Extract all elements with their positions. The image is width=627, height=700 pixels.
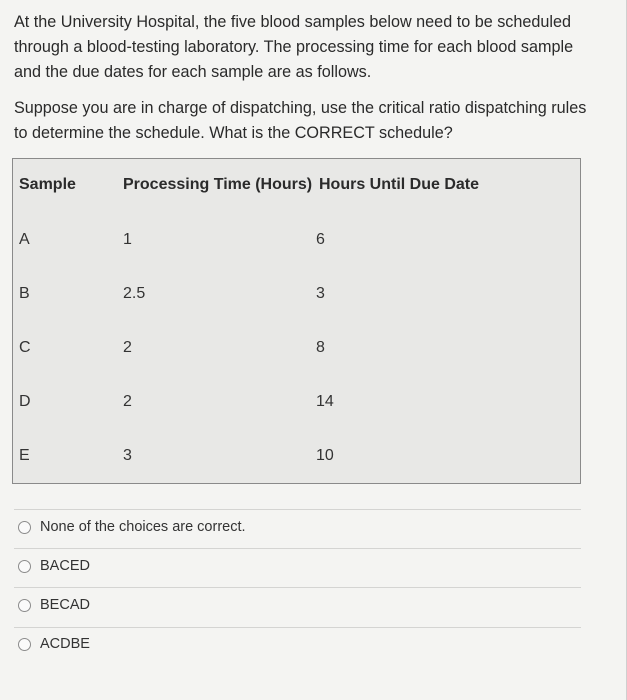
- row-a-sample: A: [19, 231, 30, 248]
- header-sample: Sample: [19, 176, 76, 193]
- choice-label: ACDBE: [40, 636, 90, 652]
- radio-button-icon[interactable]: [18, 599, 31, 612]
- divider: [14, 548, 581, 549]
- header-processing-time: Processing Time (Hours): [123, 176, 313, 193]
- row-b-processing: 2.5: [123, 285, 146, 302]
- header-due-date: Hours Until Due Date: [319, 176, 480, 193]
- question-intro: At the University Hospital, the five blood samples below need to be scheduled through a blood-testing laboratory. The processing time for each blood sample and the due dates for each sample are as follows.: [14, 13, 574, 81]
- divider: [14, 587, 581, 588]
- row-e-due: 10: [316, 447, 334, 464]
- row-e-processing: 3: [123, 447, 132, 464]
- row-c-due: 8: [316, 339, 325, 356]
- row-a-due: 6: [316, 231, 325, 248]
- question-prompt: Suppose you are in charge of dispatching, use the critical ratio dispatching rules to determine the schedule. What is the CORRECT schedule?: [14, 99, 587, 142]
- row-d-due: 14: [316, 393, 334, 410]
- row-c-sample: C: [19, 339, 31, 356]
- row-b-due: 3: [316, 285, 325, 302]
- choice-acdbe[interactable]: [18, 634, 90, 654]
- choice-label: BACED: [40, 558, 90, 574]
- choice-none-correct[interactable]: [18, 517, 246, 537]
- radio-button-icon[interactable]: [18, 638, 31, 651]
- radio-button-icon[interactable]: [18, 560, 31, 573]
- row-c-processing: 2: [123, 339, 132, 356]
- row-a-processing: 1: [123, 231, 132, 248]
- row-e-sample: E: [19, 447, 30, 464]
- data-table: [12, 158, 581, 484]
- choice-baced[interactable]: [18, 556, 90, 576]
- row-b-sample: B: [19, 285, 30, 302]
- divider: [14, 509, 581, 510]
- divider: [14, 627, 581, 628]
- row-d-processing: 2: [123, 393, 132, 410]
- row-d-sample: D: [19, 393, 31, 410]
- radio-button-icon[interactable]: [18, 521, 31, 534]
- choice-becad[interactable]: [18, 595, 90, 615]
- choice-label: None of the choices are correct.: [40, 519, 246, 535]
- choice-label: BECAD: [40, 597, 90, 613]
